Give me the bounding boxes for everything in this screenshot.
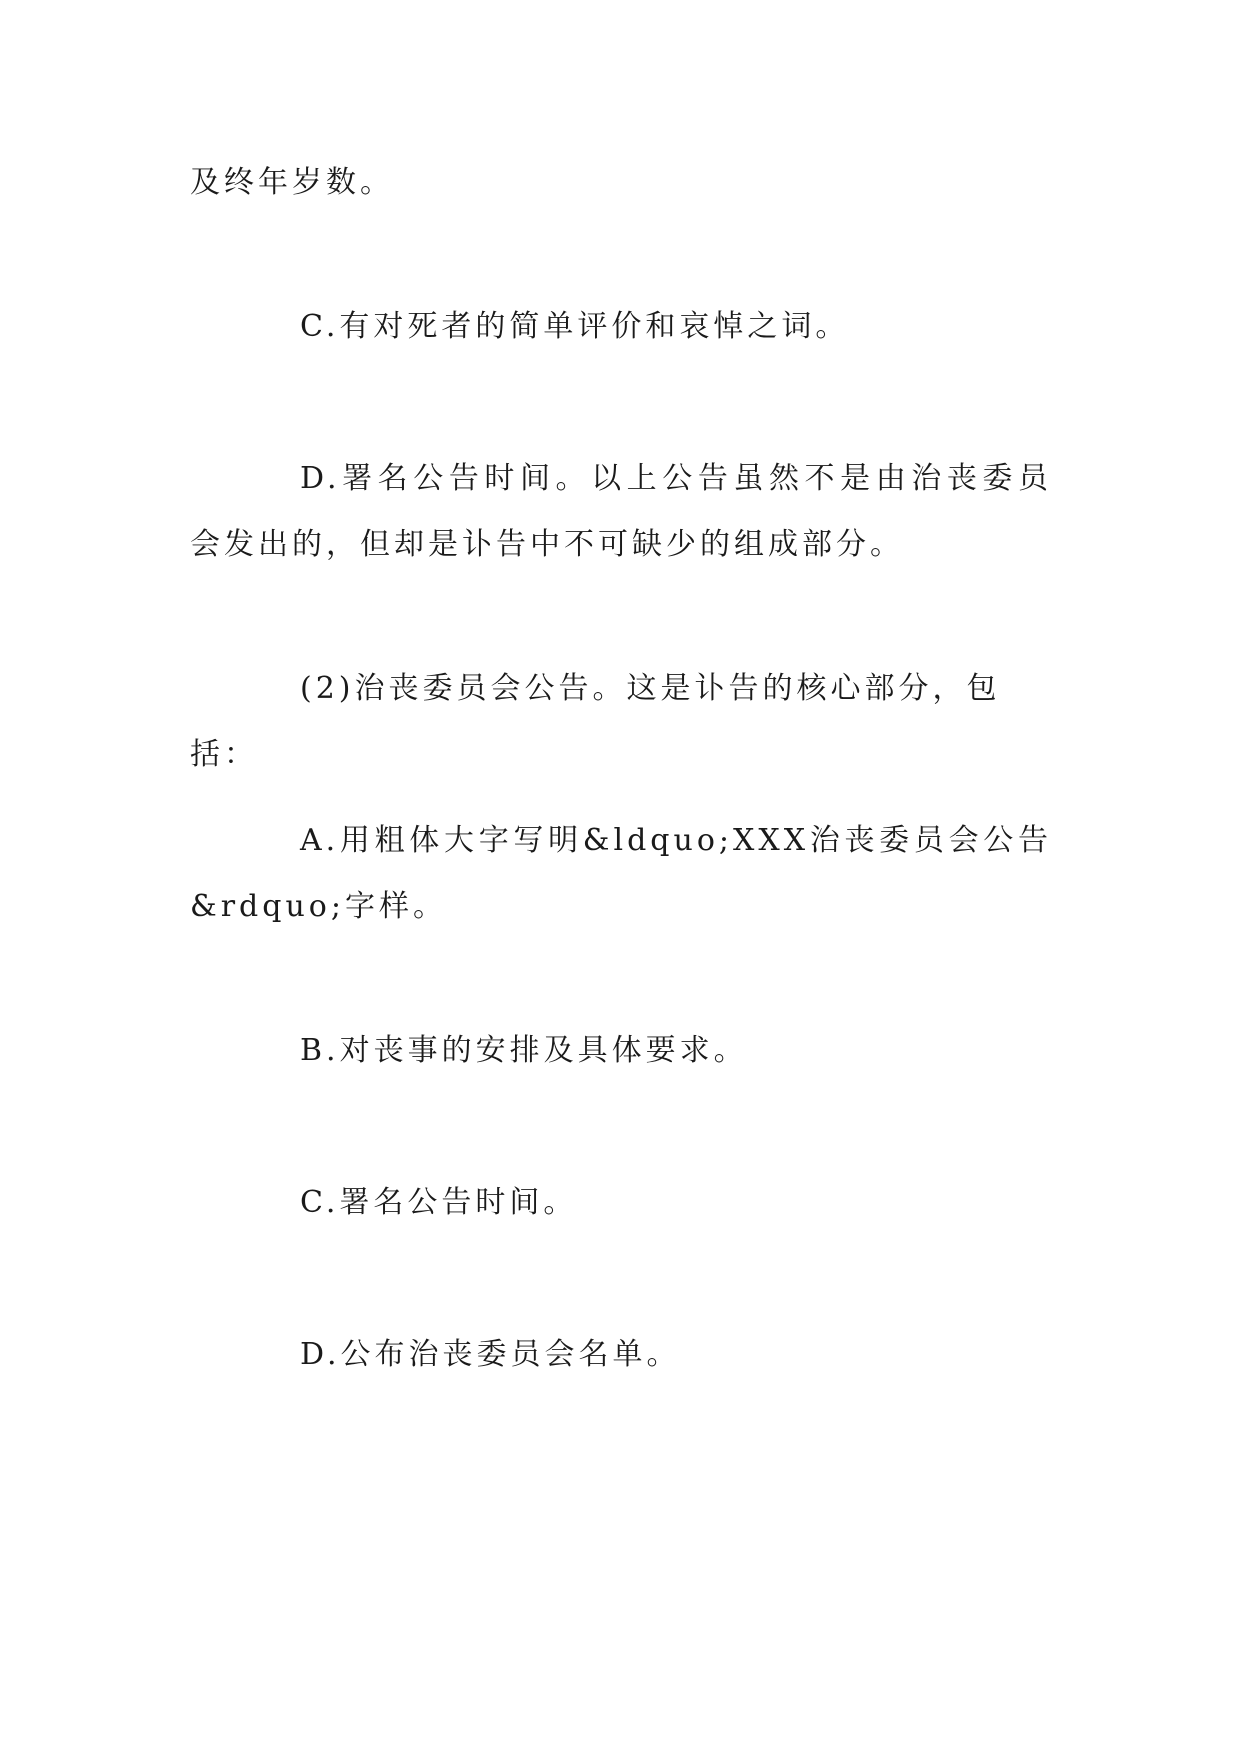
paragraph-item-c-2: C.署名公告时间。 bbox=[300, 1185, 578, 1220]
paragraph-item-d-2: D.公布治丧委员会名单。 bbox=[300, 1337, 681, 1372]
paragraph-item-b: B.对丧事的安排及具体要求。 bbox=[300, 1033, 748, 1068]
paragraph-section-2: (2)治丧委员会公告。这是讣告的核心部分，包括： bbox=[190, 671, 1001, 772]
paragraph-item-a: A.用粗体大字写明&ldquo;XXX治丧委员会公告&rdquo;字样。 bbox=[190, 823, 1052, 924]
paragraph-item-d: D.署名公告时间。以上公告虽然不是由治丧委员会发出的，但却是讣告中不可缺少的组成部分。 bbox=[190, 461, 1052, 562]
paragraph-item-c: C.有对死者的简单评价和哀悼之词。 bbox=[300, 309, 850, 344]
paragraph-continuation: 及终年岁数。 bbox=[190, 165, 394, 200]
